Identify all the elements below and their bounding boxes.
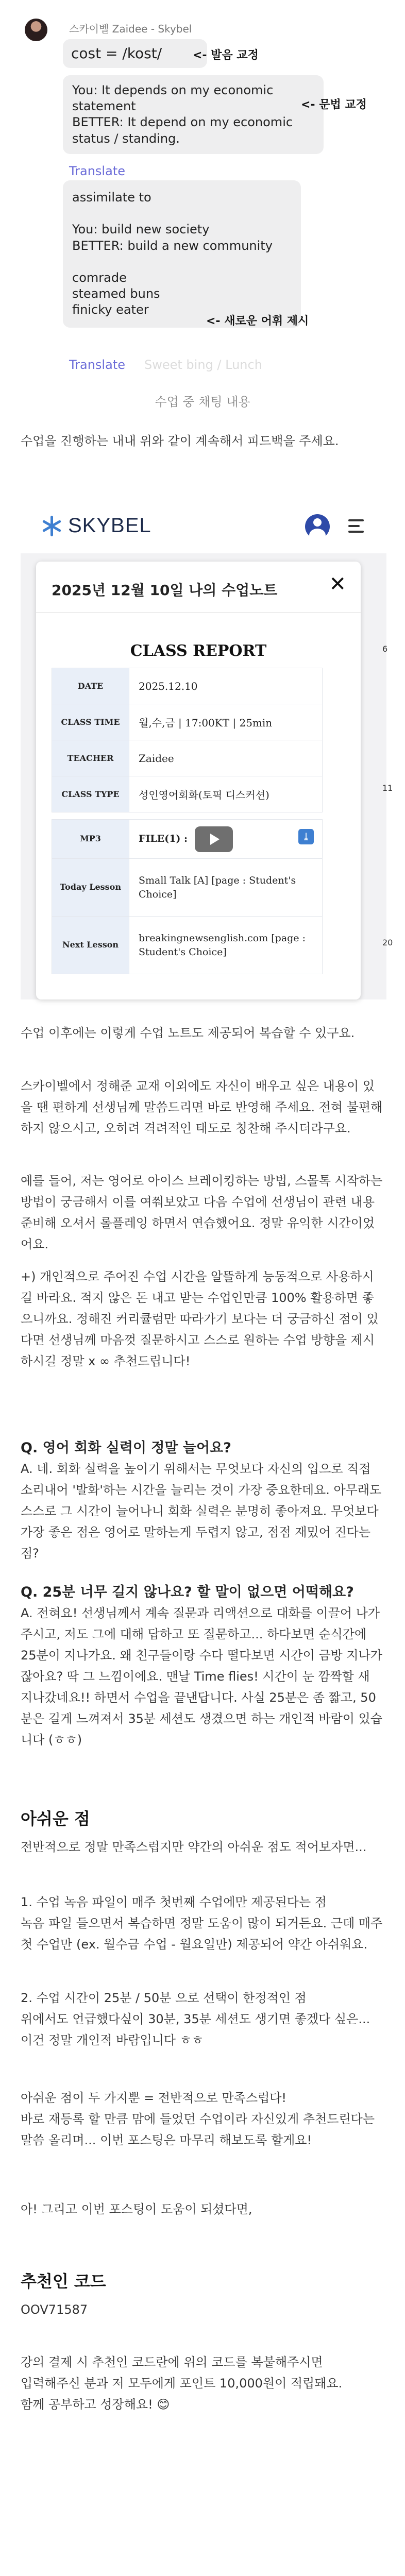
bubble-text: cost = /kost/	[71, 45, 162, 62]
paragraph-text: 아쉬운 점이 두 가지뿐 = 전반적으로 만족스럽다! 바로 재등록 할 만큼 맘에 들었던 수업이라 자신있게 추천드린다는 말씀 올리며... 이번 포스팅은 마무리 해보도록 할게요!	[21, 2091, 375, 2147]
annotation-pronunciation: <- 발음 교정	[193, 49, 259, 62]
annotation-vocabulary: <- 새로운 어휘 제시	[206, 315, 309, 328]
row-value: 월,수,금 | 17:00KT | 25min	[129, 704, 323, 740]
table-row	[52, 859, 323, 917]
lesson-table	[52, 819, 323, 974]
row-label: MP3	[52, 820, 129, 859]
row-value: 성인영어회화(토픽 디스커션)	[129, 776, 323, 812]
paragraph	[21, 2199, 384, 2220]
paragraph	[21, 1023, 384, 1044]
row-label: CLASS TIME	[52, 704, 129, 740]
table-row	[52, 820, 323, 859]
chat-bubble-vocabulary	[63, 180, 301, 328]
table-row	[52, 704, 323, 740]
bubble-text: You: It depends on my economic statement BETTER: It depend on my economic status / standing.	[72, 83, 293, 146]
translate-link[interactable]: Translate	[69, 164, 125, 178]
divider	[36, 612, 361, 613]
report-title: CLASS REPORT	[130, 642, 267, 660]
close-icon[interactable]: ✕	[329, 572, 346, 596]
image-caption: 수업 중 채팅 내용	[155, 395, 250, 409]
paragraph	[21, 2352, 384, 2415]
paragraph-text: 1. 수업 녹음 파일이 매주 첫번째 수업에만 제공된다는 점 녹음 파일 들으면서 복습하면 정말 도움이 많이 되거든요. 근데 매주 첫 수업만 (ex. 월수금 수업 - 월요일만) 제공되어 약간 아쉬워요.	[21, 1895, 383, 1952]
tutor-name: 스카이벨 Zaidee - Skybel	[69, 23, 192, 35]
row-value: 2025.12.10	[129, 668, 323, 704]
star-logo-icon	[40, 515, 63, 537]
paragraph-text: 전반적으로 정말 만족스럽지만 약간의 아쉬운 점도 적어보자면...	[21, 1840, 367, 1854]
logo-text: SKYBEL	[68, 514, 151, 537]
referral-code: OOV71587	[21, 2302, 88, 2317]
paragraph-text: 강의 결제 시 추천인 코드란에 위의 코드를 복붙해주시면 입력해주신 분과 저 모두에게 포인트 10,000원이 적립돼요. 함께 공부하고 성장해요! 😊	[21, 2355, 343, 2412]
background-peek-text: 20	[382, 938, 393, 947]
paragraph	[21, 1266, 384, 1372]
app-header	[21, 495, 386, 553]
table-row	[52, 776, 323, 812]
paragraph-text: 2. 수업 시간이 25분 / 50분 으로 선택이 한정적인 점 위에서도 언급했다싶이 30분, 35분 세션도 생기면 좋겠다 싶은... 이건 정말 개인적 바람입니다 ㅎㅎ	[21, 1991, 370, 2047]
paragraph-text: 수업 이후에는 이렇게 수업 노트도 제공되어 복습할 수 있구요.	[21, 1026, 355, 1040]
row-label: DATE	[52, 668, 129, 704]
row-label: CLASS TYPE	[52, 776, 129, 812]
section-referral	[21, 2271, 384, 2320]
table-row	[52, 740, 323, 776]
paragraph-text: 아! 그리고 이번 포스팅이 도움이 되셨다면,	[21, 2202, 252, 2216]
class-info-table	[52, 668, 323, 812]
bubble-text: assimilate to You: build new society BETTER: build a new community comrade steamed buns finicky eater	[72, 190, 273, 317]
row-label: TEACHER	[52, 740, 129, 776]
paragraph-text: +) 개인적으로 주어진 수업 시간을 알뜰하게 능동적으로 사용하시길 바라요. 적지 않은 돈 내고 받는 수업인만큼 100% 활용하면 좋으니까요. 정해진 커리큘럼만 따라가기 보다는 더 궁금하신 점이 있다면 선생님께 마음껏 질문하시고 스스로 원하는 수업 방향을 제시하시길 정말 x ∞ 추천드립니다!	[21, 1269, 379, 1368]
user-avatar-icon[interactable]	[305, 514, 330, 539]
chat-bubble-pronunciation	[63, 39, 207, 68]
paragraph	[21, 1171, 384, 1255]
class-note-modal	[36, 562, 361, 999]
table-row	[52, 668, 323, 704]
translate-link[interactable]: Translate	[69, 358, 125, 372]
paragraph-text: 스카이벨에서 정해준 교재 이외에도 자신이 배우고 싶은 내용이 있을 땐 편하게 선생님께 말씀드리면 바로 반영해 주세요. 전혀 불편해 하지 않으시고, 오히려 격려적인 태도로 칭찬해 주시더라구요.	[21, 1079, 383, 1136]
row-value: breakingnewsenglish.com [page : Student's Choice]	[129, 917, 323, 974]
background-peek-text: 11	[382, 783, 393, 793]
background-peek-text: 6	[382, 644, 388, 654]
faded-message: Sweet bing / Lunch	[144, 358, 262, 372]
faq-item	[21, 1582, 384, 1751]
modal-title: 2025년 12월 10일 나의 수업노트	[52, 582, 278, 599]
row-label: Next Lesson	[52, 917, 129, 974]
lead-paragraph: 수업을 진행하는 내내 위와 같이 계속해서 피드백을 주세요.	[21, 434, 339, 448]
row-label: Today Lesson	[52, 859, 129, 917]
hamburger-menu-icon[interactable]	[348, 519, 364, 536]
faq-question: Q. 영어 회화 실력이 정말 늘어요?	[21, 1440, 231, 1456]
tutor-avatar	[25, 19, 47, 41]
paragraph	[21, 1988, 384, 2051]
paragraph-text: 예를 들어, 저는 영어로 아이스 브레이킹하는 방법, 스몰톡 시작하는 방법이 궁금해서 이를 여쭤보았고 다음 수업에 선생님이 관련 내용 준비해 오셔서 롤플레잉 하면서 연습했어요. 정말 유익한 시간이었어요.	[21, 1174, 383, 1251]
annotation-grammar: <- 문법 교정	[301, 98, 367, 111]
faq-item	[21, 1437, 384, 1564]
play-icon[interactable]	[195, 826, 233, 852]
paragraph	[21, 2088, 384, 2151]
section-heading: 추천인 코드	[21, 2272, 106, 2291]
faq-question: Q. 25분 너무 길지 않나요? 할 말이 없으면 어떡해요?	[21, 1584, 354, 1600]
report-screenshot	[21, 495, 393, 999]
mp3-cell	[129, 820, 323, 859]
download-icon[interactable]: ⤓	[298, 829, 314, 844]
row-value: Zaidee	[129, 740, 323, 776]
skybel-logo[interactable]	[40, 514, 151, 537]
faq-answer: A. 네. 회화 실력을 높이기 위해서는 무엇보다 자신의 입으로 직접 소리내어 '발화'하는 시간을 늘리는 것이 가장 중요한데요. 아무래도 스스로 그 시간이 늘어나니 회화 실력은 분명히 좋아져요. 무엇보다 가장 좋은 점은 영어로 말하는게 두렵지 않고, 점점 재밌어 진다는 점?	[21, 1462, 382, 1561]
chat-bubble-grammar	[63, 75, 324, 154]
chat-screenshot	[0, 0, 405, 409]
table-row	[52, 917, 323, 974]
mp3-file-label: FILE(1) :	[139, 833, 188, 844]
faq-answer: A. 전혀요! 선생님께서 계속 질문과 리액션으로 대화를 이끌어 나가주시고, 저도 그에 대해 답하고 또 질문하고... 하다보면 순식간에 25분이 지나가요. 왜 친구들이랑 수다 떨다보면 시간이 금방 지나가잖아요? 딱 그 느낌이에요. 맨날 Time flies! 시간이 눈 깜짝할 새 지나갔네요!! 하면서 수업을 끝낸답니다. 사실 25분은 좀 짧고, 50분은 길게 느껴져서 35분 세션도 생겼으면 하는 개인적 바람이 있습니다 (ㅎㅎ)	[21, 1606, 382, 1747]
paragraph	[21, 1892, 384, 1955]
row-value: Small Talk [A] [page : Student's Choice]	[129, 859, 323, 917]
section-heading: 아쉬운 점	[21, 1809, 90, 1828]
section-disadvantages	[21, 1808, 384, 1858]
paragraph	[21, 1076, 384, 1139]
